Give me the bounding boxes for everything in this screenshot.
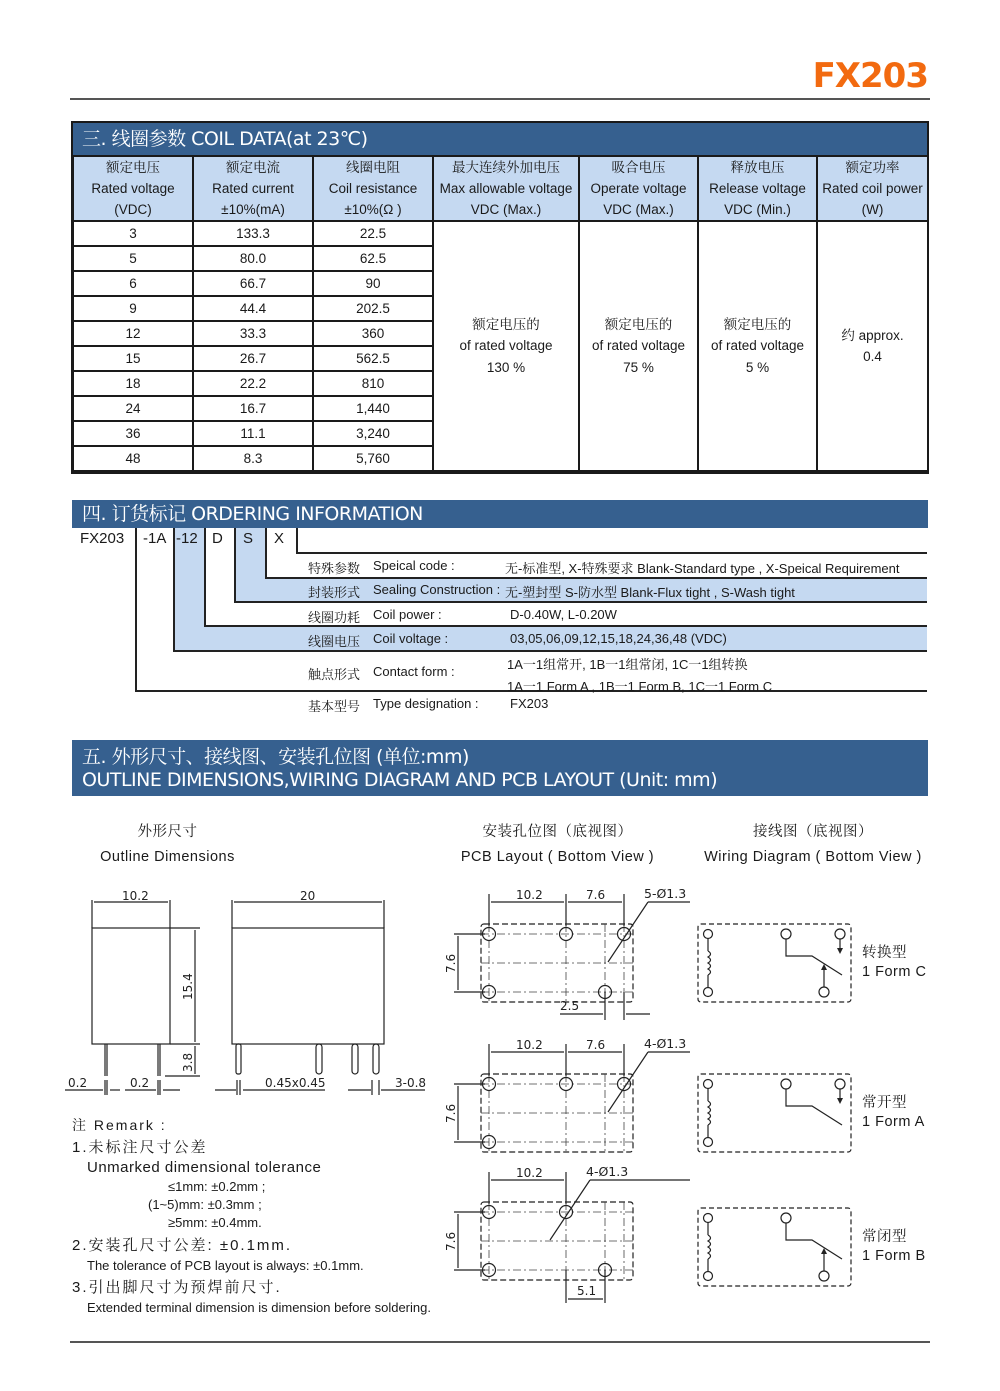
remark-1-cn: 1.未标注尺寸公差 [72, 1139, 208, 1156]
cell-coil-resistance: 202.5 [313, 296, 433, 321]
dim-length: 20 [300, 889, 316, 903]
col-header-rated-voltage: 额定电压 Rated voltage (VDC) [73, 156, 193, 221]
dim-pin-section: 0.45x0.45 [265, 1076, 326, 1090]
coil-data-table [72, 155, 929, 472]
coil-section-title: 三. 线圈参数 COIL DATA(at 23℃) [72, 123, 928, 155]
code-type: FX203 [80, 530, 125, 547]
cell-rated-current: 80.0 [193, 246, 313, 271]
cell-operate-voltage: 额定电压的 of rated voltage 75 % [579, 221, 698, 471]
cell-coil-resistance: 360 [313, 321, 433, 346]
cell-rated-current: 133.3 [193, 221, 313, 246]
wiring-caption: 接线图（底视图） Wiring Diagram ( Bottom View ) [704, 824, 922, 865]
pcb-dim-h: 7.6 [444, 1231, 458, 1251]
cell-rated-voltage: 5 [73, 246, 193, 271]
cell-rated-voltage: 36 [73, 421, 193, 446]
outline-title-en: OUTLINE DIMENSIONS,WIRING DIAGRAM AND PCB LAYOUT (Unit: mm) [82, 769, 718, 791]
remark-3-cn: 3.引出脚尺寸为预焊前尺寸. [72, 1279, 282, 1296]
pcb-layout-drawings [440, 880, 700, 1310]
remark-1-en: Unmarked dimensional tolerance [87, 1159, 322, 1176]
side-view-body [92, 928, 170, 1044]
outline-section-title [72, 740, 928, 796]
code-coil-voltage: -12 [176, 530, 198, 547]
cell-coil-resistance: 22.5 [313, 221, 433, 246]
pcb-layout-1 [444, 886, 690, 1020]
remark-1c: ≥5mm: ±0.4mm. [168, 1215, 262, 1230]
ordering-section-title: 四. 订货标记 ORDERING INFORMATION [72, 500, 928, 528]
remark-1b: (1~5)mm: ±0.3mm ; [148, 1197, 262, 1212]
cell-rated-voltage: 24 [73, 396, 193, 421]
cell-rated-voltage: 18 [73, 371, 193, 396]
cell-rated-voltage: 9 [73, 296, 193, 321]
cell-coil-resistance: 562.5 [313, 346, 433, 371]
dim-pin-width: 3-0.8 [395, 1076, 427, 1090]
cell-rated-power: 约 approx. 0.4 [817, 221, 928, 471]
wiring-form-b [698, 1208, 851, 1286]
wiring-label-form-a: 常开型 1 Form A [862, 1095, 925, 1130]
cell-rated-voltage: 3 [73, 221, 193, 246]
cell-rated-voltage: 15 [73, 346, 193, 371]
pcb-dim-a: 10.2 [516, 1166, 543, 1180]
outline-title-cn: 五. 外形尺寸、接线图、安装孔位图 (单位:mm) [82, 746, 469, 768]
pcb-layout-2 [444, 1036, 690, 1152]
cell-rated-current: 11.1 [193, 421, 313, 446]
footer-divider [70, 1341, 930, 1343]
pcb-dim-h: 7.6 [444, 1103, 458, 1123]
dim-height: 15.4 [181, 973, 195, 1000]
cell-rated-current: 16.7 [193, 396, 313, 421]
cell-coil-resistance: 810 [313, 371, 433, 396]
pcb-dim-b: 7.6 [586, 888, 606, 902]
col-header-max-allowable: 最大连续外加电压 Max allowable voltage VDC (Max.) [433, 156, 579, 221]
pcb-dim-c: 5.1 [577, 1284, 597, 1298]
cell-rated-current: 22.2 [193, 371, 313, 396]
pcb-dim-a: 10.2 [516, 1038, 543, 1052]
remarks [72, 1115, 431, 1318]
pcb-caption: 安装孔位图（底视图） PCB Layout ( Bottom View ) [460, 824, 655, 865]
model-title: FX203 [812, 56, 928, 96]
pcb-hole-callout: 5-Ø1.3 [644, 886, 687, 901]
cell-coil-resistance: 90 [313, 271, 433, 296]
pcb-hole-callout: 4-Ø1.3 [586, 1164, 629, 1179]
outline-caption: 外形尺寸 Outline Dimensions [100, 824, 235, 865]
col-header-rated-power: 额定功率 Rated coil power (W) [817, 156, 928, 221]
code-contact-form: -1A [143, 530, 167, 547]
code-sealing: S [243, 530, 254, 547]
ordering-box-blank [296, 528, 927, 554]
header-divider [70, 98, 930, 100]
pcb-layout-3 [444, 1164, 690, 1303]
cell-coil-resistance: 62.5 [313, 246, 433, 271]
cell-coil-resistance: 3,240 [313, 421, 433, 446]
dim-offset-left: 0.2 [68, 1076, 88, 1090]
coil-symbol [708, 951, 711, 975]
wiring-label-form-c: 转换型 1 Form C [862, 945, 927, 980]
wiring-form-a [698, 1074, 851, 1152]
cell-rated-voltage: 6 [73, 271, 193, 296]
cell-coil-resistance: 5,760 [313, 446, 433, 471]
coil-header-row [73, 156, 928, 221]
cell-release-voltage: 额定电压的 of rated voltage 5 % [698, 221, 817, 471]
remark-2-cn: 2.安装孔尺寸公差: ±0.1mm. [72, 1237, 293, 1254]
cell-rated-voltage: 48 [73, 446, 193, 471]
wiring-form-c [698, 924, 851, 1002]
cell-max-allowable: 额定电压的 of rated voltage 130 % [433, 221, 579, 471]
code-coil-power: D [212, 530, 223, 547]
cell-rated-current: 8.3 [193, 446, 313, 471]
remark-2-en: The tolerance of PCB layout is always: ±0.1mm. [87, 1258, 364, 1273]
cell-rated-current: 26.7 [193, 346, 313, 371]
cell-rated-voltage: 12 [73, 321, 193, 346]
remark-1a: ≤1mm: ±0.2mm ; [168, 1179, 266, 1194]
pcb-hole-callout: 4-Ø1.3 [644, 1036, 687, 1051]
cell-coil-resistance: 1,440 [313, 396, 433, 421]
dim-offset-right: 0.2 [130, 1076, 150, 1090]
pcb-dim-c: 2.5 [560, 999, 580, 1013]
col-header-release-voltage: 释放电压 Release voltage VDC (Min.) [698, 156, 817, 221]
col-header-coil-resistance: 线圈电阻 Coil resistance ±10%(Ω ) [313, 156, 433, 221]
cell-rated-current: 66.7 [193, 271, 313, 296]
pcb-dim-h: 7.6 [444, 953, 458, 973]
coil-symbol [708, 1235, 711, 1259]
outline-drawing [65, 880, 445, 1100]
coil-data-row [73, 221, 928, 246]
wiring-label-form-b: 常闭型 1 Form B [862, 1229, 926, 1264]
code-special: X [274, 530, 285, 547]
remark-3-en: Extended terminal dimension is dimension before soldering. [87, 1300, 431, 1315]
cell-rated-current: 44.4 [193, 296, 313, 321]
front-view-body [232, 928, 384, 1044]
remark-title: 注 Remark : [72, 1117, 167, 1133]
col-header-operate-voltage: 吸合电压 Operate voltage VDC (Max.) [579, 156, 698, 221]
coil-symbol [708, 1101, 711, 1125]
pcb-dim-a: 10.2 [516, 888, 543, 902]
col-header-rated-current: 额定电流 Rated current ±10%(mA) [193, 156, 313, 221]
cell-rated-current: 33.3 [193, 321, 313, 346]
pcb-dim-b: 7.6 [586, 1038, 606, 1052]
dim-pin-length: 3.8 [181, 1052, 195, 1072]
wiring-diagrams [690, 910, 860, 1290]
dim-width: 10.2 [122, 889, 149, 903]
